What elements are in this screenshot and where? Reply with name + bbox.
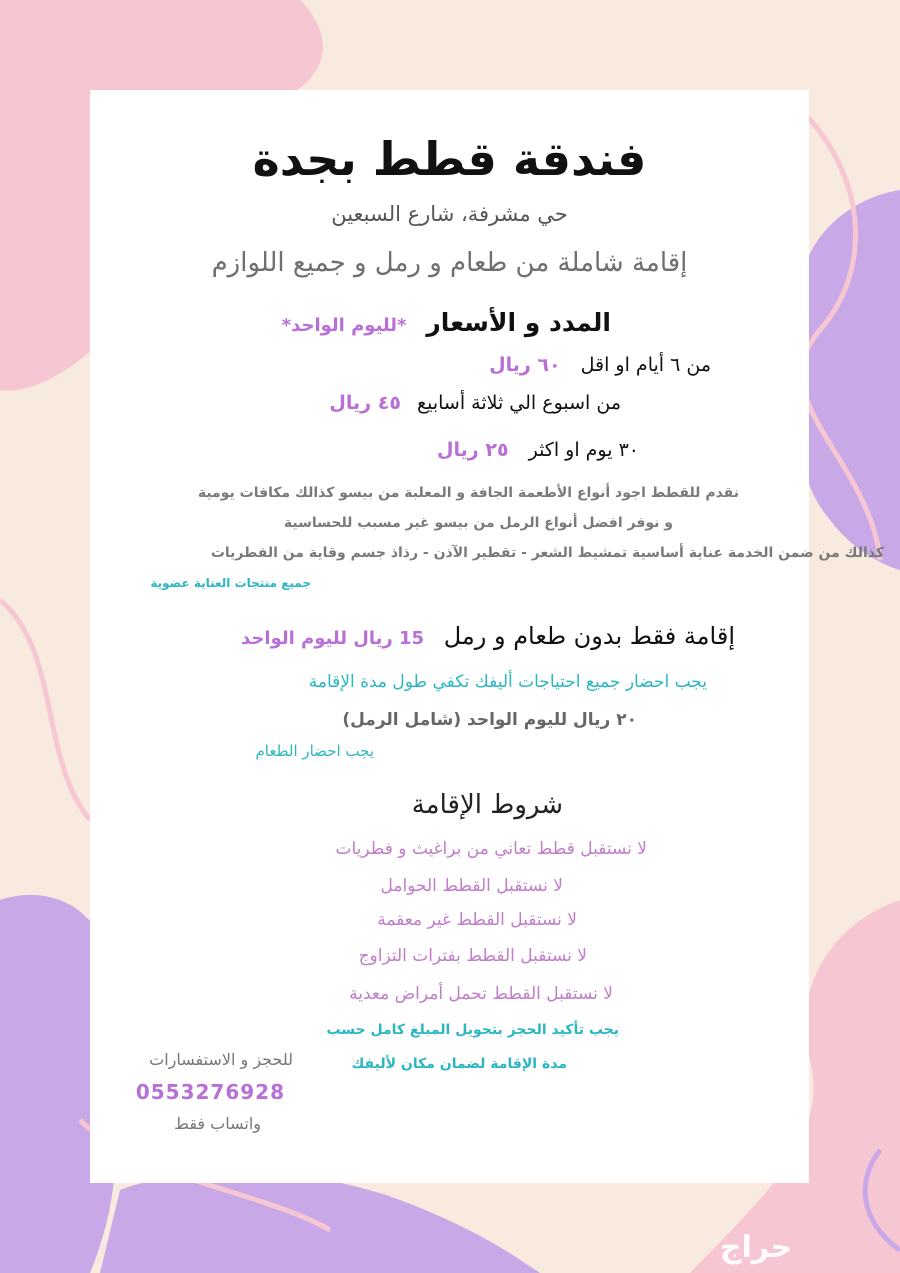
- tier-label: من ٦ أيام او اقل: [580, 354, 711, 376]
- contact-note: واتساب فقط: [174, 1114, 261, 1133]
- tier-row: [489, 354, 711, 376]
- pricing-heading-row: [282, 308, 611, 337]
- food-requirement: يجب احضار الطعام: [255, 742, 374, 760]
- pricing-heading: المدد و الأسعار: [426, 308, 611, 337]
- contact-phone[interactable]: 0553276928: [135, 1080, 285, 1104]
- tier-price: ٢٥ ريال: [437, 439, 509, 461]
- contact-label: للحجز و الاستفسارات: [149, 1050, 293, 1069]
- stay-only-price: 15 ريال لليوم الواحد: [241, 628, 425, 649]
- condition-item: لا نستقبل القطط الحوامل: [380, 876, 563, 896]
- service-line: نقدم للقطط اجود أنواع الأطعمة الجافة و المعلبة من بيسو كذالك مكافات يومية: [197, 485, 739, 501]
- condition-item: لا نستقبل القطط بفترات التزاوج: [358, 946, 587, 966]
- address: حي مشرفة، شارع السبعين: [331, 202, 568, 226]
- tier-price: ٦٠ ريال: [489, 354, 561, 376]
- sand-price: ٢٠ ريال لليوم الواحد (شامل الرمل): [342, 710, 637, 730]
- page-title: فندقة قطط بجدة: [252, 132, 647, 186]
- condition-item: لا نستقبل القطط تحمل أمراض معدية: [349, 984, 613, 1004]
- condition-item: لا نستقبل القطط غير معقمة: [377, 910, 577, 930]
- service-line: و نوفر افضل أنواع الرمل من بيسو غير مسبب للحساسية: [283, 515, 673, 531]
- organic-note: جميع منتجات العناية عضوية: [150, 576, 311, 590]
- per-day-note: *لليوم الواحد*: [281, 315, 407, 336]
- flyer-card: [90, 90, 884, 1183]
- condition-item: لا نستقبل قطط تعاني من براغيث و فطريات: [335, 839, 647, 859]
- tier-label: ٣٠ يوم او اكثر: [528, 439, 639, 461]
- tier-label: من اسبوع الي ثلاثة أسابيع: [416, 392, 621, 414]
- confirm-line: مدة الإقامة لضمان مكان لأليفك: [351, 1056, 567, 1072]
- stay-only-row: [241, 622, 735, 650]
- stay-only-requirement: يجب احضار جميع احتياجات أليفك تكفي طول مدة الإقامة: [308, 672, 707, 692]
- conditions-heading: شروط الإقامة: [411, 790, 563, 820]
- tagline: إقامة شاملة من طعام و رمل و جميع اللوازم: [211, 248, 688, 278]
- tier-price: ٤٥ ريال: [329, 392, 401, 414]
- stay-only-heading: إقامة فقط بدون طعام و رمل: [443, 622, 735, 650]
- tier-row: [437, 439, 639, 461]
- confirm-line: يجب تأكيد الحجز بتحويل المبلغ كامل حسب: [326, 1022, 619, 1038]
- tier-row: [329, 392, 621, 414]
- haraj-watermark: حراج: [720, 1230, 793, 1265]
- service-line: كذالك من ضمن الخدمة عناية أساسية تمشيط الشعر - تقطير الآذن - رذاذ جسم وقاية من الفطريات: [210, 545, 884, 561]
